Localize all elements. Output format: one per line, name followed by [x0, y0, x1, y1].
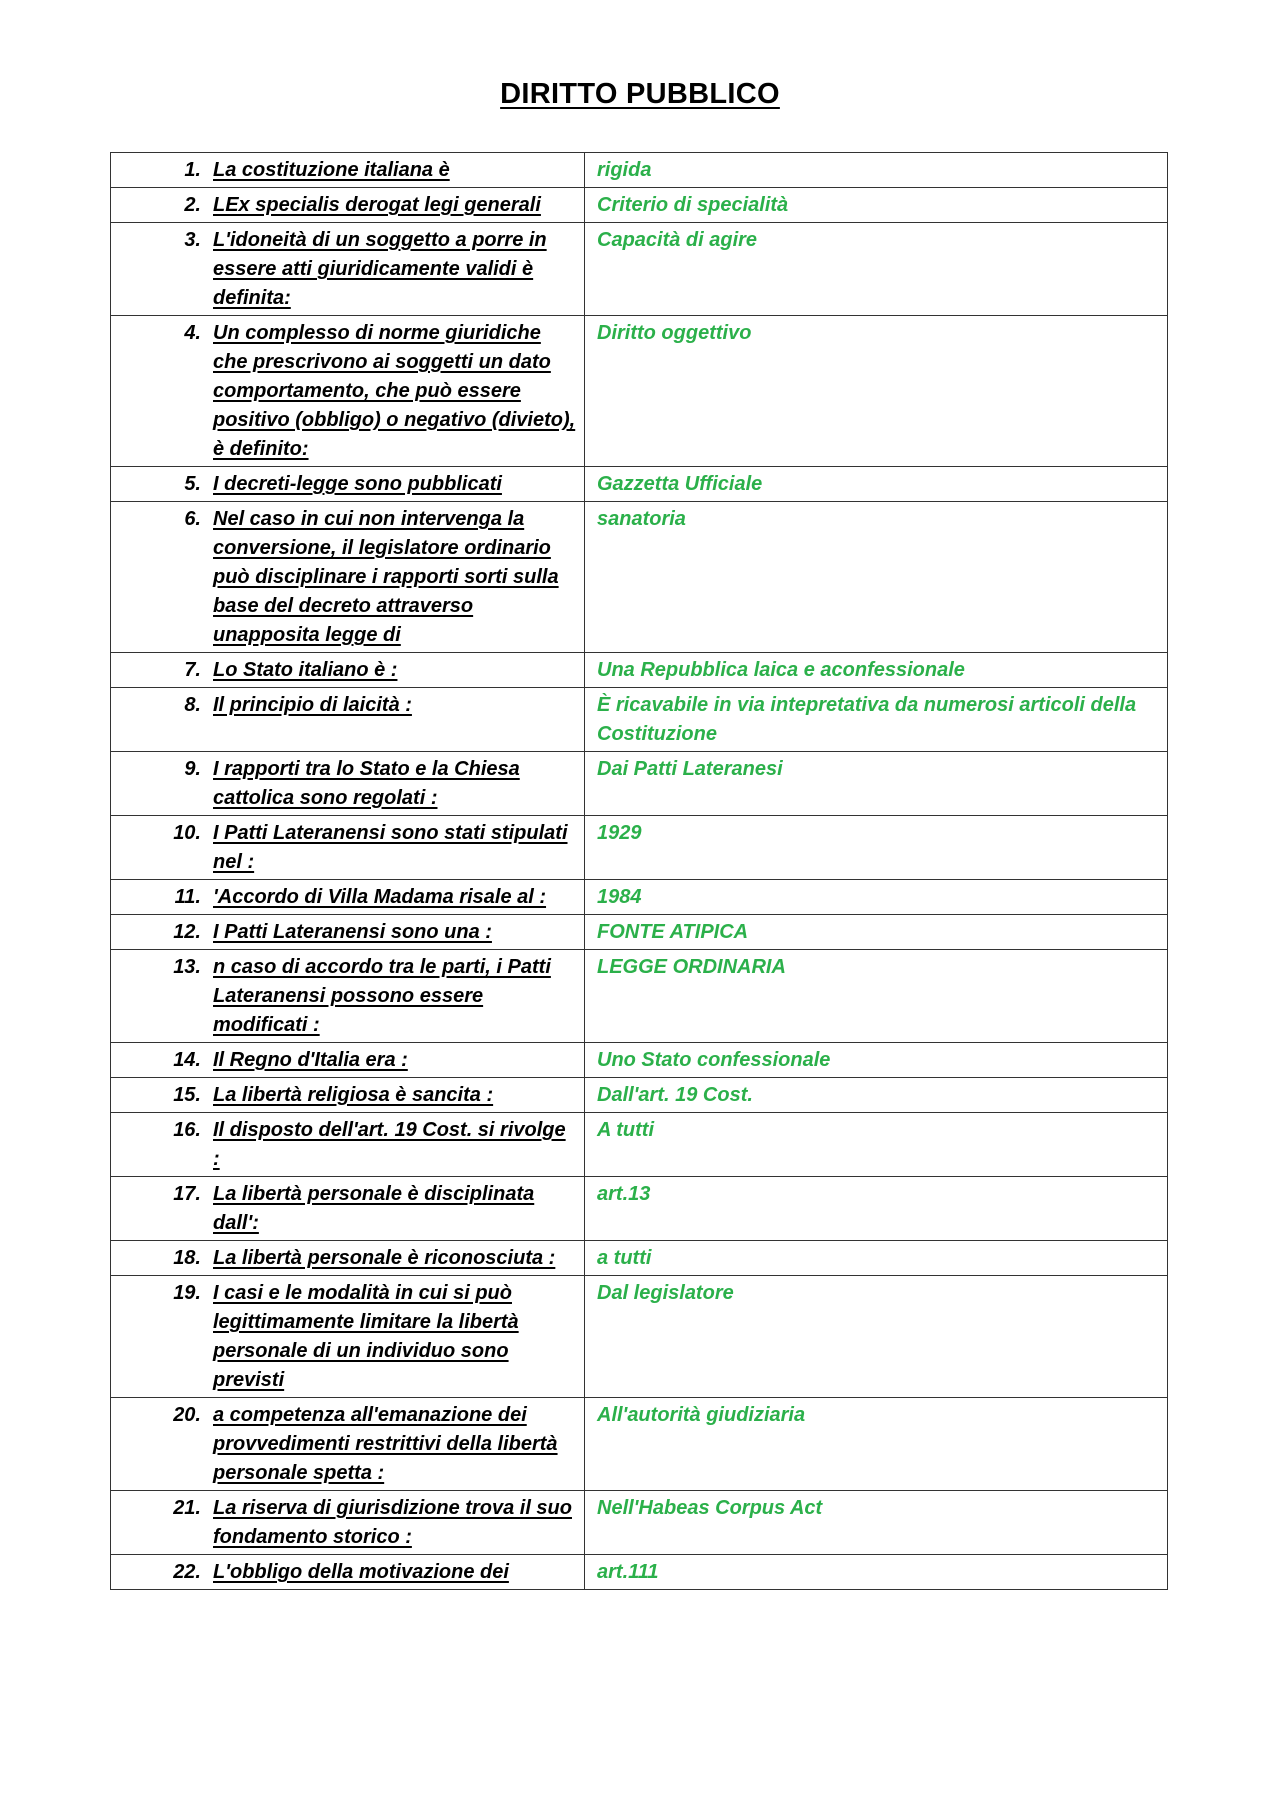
question-text: Nel caso in cui non intervenga la conversione, il legislatore ordinario può disciplinare i rapporti sorti sulla base del decreto attraverso unapposita legge di: [213, 508, 559, 646]
table-row: [111, 1078, 1168, 1113]
question-number: 12.: [173, 921, 201, 943]
answer-text: rigida: [585, 153, 1168, 188]
answer-text: art.111: [585, 1555, 1168, 1590]
question-cell: [111, 316, 585, 467]
question-text: La costituzione italiana è: [213, 159, 450, 181]
answer-text: Gazzetta Ufficiale: [585, 467, 1168, 502]
answer-text: Dall'art. 19 Cost.: [585, 1078, 1168, 1113]
table-row: [111, 1276, 1168, 1398]
question-number: 8.: [184, 694, 201, 716]
question-text: La libertà personale è disciplinata dall':: [213, 1183, 535, 1234]
table-row: [111, 467, 1168, 502]
question-cell: [111, 1241, 585, 1276]
question-cell: [111, 223, 585, 316]
answer-text: sanatoria: [585, 502, 1168, 653]
table-row: [111, 1113, 1168, 1177]
question-cell: [111, 1043, 585, 1078]
question-number: 7.: [184, 659, 201, 681]
question-text: Il Regno d'Italia era :: [213, 1049, 408, 1071]
question-text: 'Accordo di Villa Madama risale al :: [213, 886, 547, 908]
answer-text: Capacità di agire: [585, 223, 1168, 316]
table-row: [111, 816, 1168, 880]
qa-table: [110, 152, 1168, 1590]
question-number: 5.: [184, 473, 201, 495]
answer-text: Diritto oggettivo: [585, 316, 1168, 467]
question-text: L'obbligo della motivazione dei: [213, 1561, 509, 1583]
question-number: 15.: [173, 1084, 201, 1106]
question-cell: [111, 688, 585, 752]
question-number: 4.: [184, 322, 201, 344]
answer-text: Una Repubblica laica e aconfessionale: [585, 653, 1168, 688]
table-row: [111, 1241, 1168, 1276]
answer-text: Dai Patti Lateranesi: [585, 752, 1168, 816]
question-text: Un complesso di norme giuridiche che prescrivono ai soggetti un dato comportamento, che può essere positivo (obbligo) o negativo (divieto), è definito:: [213, 322, 576, 460]
question-cell: [111, 950, 585, 1043]
question-text: a competenza all'emanazione dei provvedimenti restrittivi della libertà personale spetta :: [213, 1404, 558, 1484]
question-text: I decreti-legge sono pubblicati: [213, 473, 502, 495]
question-number: 6.: [184, 508, 201, 530]
question-cell: [111, 816, 585, 880]
question-text: Il principio di laicità :: [213, 694, 412, 716]
question-cell: [111, 653, 585, 688]
answer-text: 1984: [585, 880, 1168, 915]
question-cell: [111, 880, 585, 915]
answer-text: È ricavabile in via intepretativa da numerosi articoli della Costituzione: [585, 688, 1168, 752]
question-text: La libertà religiosa è sancita :: [213, 1084, 494, 1106]
question-number: 22.: [173, 1561, 201, 1583]
question-number: 16.: [173, 1119, 201, 1141]
question-text: I rapporti tra lo Stato e la Chiesa cattolica sono regolati :: [213, 758, 520, 809]
question-number: 2.: [184, 194, 201, 216]
question-number: 13.: [173, 956, 201, 978]
table-row: [111, 153, 1168, 188]
question-number: 3.: [184, 229, 201, 251]
table-row: [111, 1398, 1168, 1491]
question-text: Il disposto dell'art. 19 Cost. si rivolge :: [213, 1119, 566, 1170]
answer-text: Uno Stato confessionale: [585, 1043, 1168, 1078]
table-row: [111, 1043, 1168, 1078]
question-cell: [111, 1078, 585, 1113]
table-row: [111, 1177, 1168, 1241]
question-number: 14.: [173, 1049, 201, 1071]
question-cell: [111, 752, 585, 816]
table-row: [111, 688, 1168, 752]
question-cell: [111, 1276, 585, 1398]
question-text: L'idoneità di un soggetto a porre in essere atti giuridicamente validi è definita:: [213, 229, 547, 309]
table-row: [111, 188, 1168, 223]
answer-text: FONTE ATIPICA: [585, 915, 1168, 950]
table-row: [111, 1491, 1168, 1555]
answer-text: art.13: [585, 1177, 1168, 1241]
answer-text: Nell'Habeas Corpus Act: [585, 1491, 1168, 1555]
table-row: [111, 223, 1168, 316]
table-row: [111, 880, 1168, 915]
question-text: LEx specialis derogat legi generali: [213, 194, 541, 216]
question-text: I casi e le modalità in cui si può legittimamente limitare la libertà personale di un individuo sono previsti: [213, 1282, 519, 1391]
question-text: La riserva di giurisdizione trova il suo fondamento storico :: [213, 1497, 572, 1548]
question-cell: [111, 1113, 585, 1177]
question-cell: [111, 188, 585, 223]
table-row: [111, 752, 1168, 816]
table-row: [111, 502, 1168, 653]
table-row: [111, 653, 1168, 688]
table-row: [111, 950, 1168, 1043]
question-number: 1.: [184, 159, 201, 181]
answer-text: All'autorità giudiziaria: [585, 1398, 1168, 1491]
answer-text: a tutti: [585, 1241, 1168, 1276]
question-cell: [111, 1177, 585, 1241]
question-cell: [111, 1555, 585, 1590]
table-row: [111, 915, 1168, 950]
question-number: 20.: [173, 1404, 201, 1426]
answer-text: A tutti: [585, 1113, 1168, 1177]
question-text: La libertà personale è riconosciuta :: [213, 1247, 556, 1269]
answer-text: Criterio di specialità: [585, 188, 1168, 223]
question-cell: [111, 915, 585, 950]
question-text: I Patti Lateranensi sono una :: [213, 921, 492, 943]
question-number: 9.: [184, 758, 201, 780]
question-text: Lo Stato italiano è :: [213, 659, 398, 681]
qa-table-body: [111, 153, 1168, 1590]
table-row: [111, 1555, 1168, 1590]
question-number: 10.: [173, 822, 201, 844]
answer-text: LEGGE ORDINARIA: [585, 950, 1168, 1043]
page-title: DIRITTO PUBBLICO: [500, 78, 780, 110]
answer-text: 1929: [585, 816, 1168, 880]
answer-text: Dal legislatore: [585, 1276, 1168, 1398]
question-text: n caso di accordo tra le parti, i Patti Lateranensi possono essere modificati :: [213, 956, 551, 1036]
question-number: 11.: [174, 886, 201, 908]
question-text: I Patti Lateranensi sono stati stipulati nel :: [213, 822, 568, 873]
question-cell: [111, 1398, 585, 1491]
question-number: 18.: [173, 1247, 201, 1269]
question-number: 19.: [173, 1282, 201, 1304]
question-cell: [111, 467, 585, 502]
question-cell: [111, 1491, 585, 1555]
question-cell: [111, 153, 585, 188]
question-number: 21.: [173, 1497, 201, 1519]
question-cell: [111, 502, 585, 653]
table-row: [111, 316, 1168, 467]
question-number: 17.: [173, 1183, 201, 1205]
